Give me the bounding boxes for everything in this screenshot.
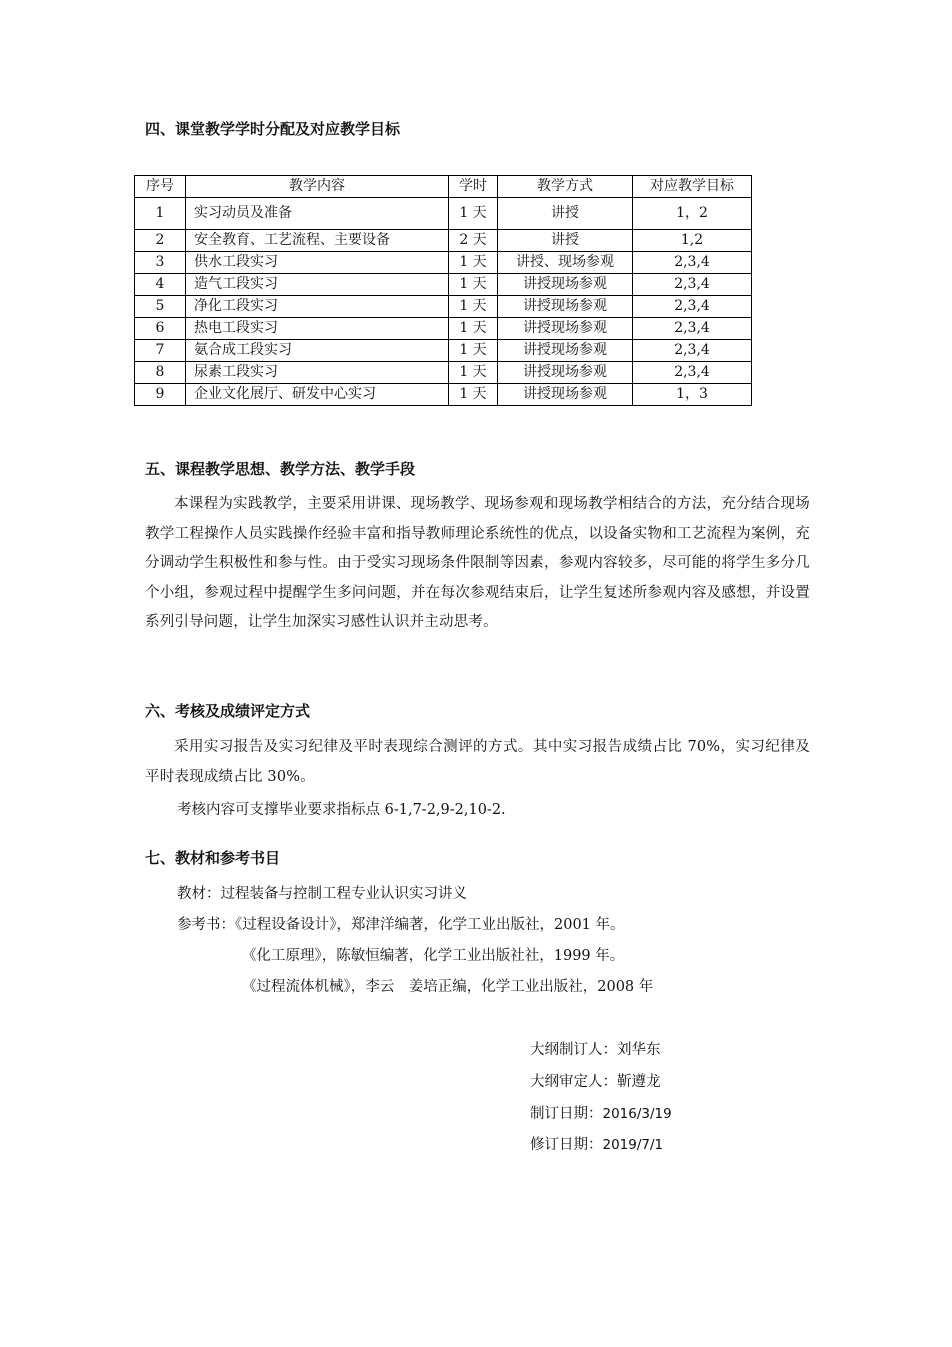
cell-hours: 1 天 (449, 362, 498, 384)
reference-line-3: 《过程流体机械》，李云 姜培正编，化学工业出版社，2008 年 (242, 979, 654, 995)
cell-method: 讲授现场参观 (498, 318, 633, 340)
drafter-name: 刘华东 (617, 1042, 661, 1058)
cell-hours: 1 天 (449, 340, 498, 362)
table-row (135, 296, 752, 318)
signature-date (530, 1104, 672, 1124)
cell-method: 讲授 (498, 198, 633, 230)
signature-revised (530, 1135, 663, 1155)
header-no: 序号 (135, 176, 186, 198)
cell-content: 安全教育、工艺流程、主要设备 (186, 230, 449, 252)
cell-goal: 2,3,4 (633, 318, 752, 340)
date-label: 制订日期： (530, 1106, 603, 1122)
cell-hours: 1 天 (449, 198, 498, 230)
table-row (135, 230, 752, 252)
cell-hours: 2 天 (449, 230, 498, 252)
section-6-indicators: 考核内容可支撑毕业要求指标点 6-1,7-2,9-2,10-2. (177, 802, 506, 818)
signature-reviewer (530, 1072, 661, 1092)
cell-no: 5 (135, 296, 186, 318)
cell-hours: 1 天 (449, 318, 498, 340)
cell-content: 热电工段实习 (186, 318, 449, 340)
reviewer-label: 大纲审定人： (530, 1074, 617, 1090)
table-row (135, 198, 752, 230)
cell-goal: 1，3 (633, 384, 752, 406)
reference-line-1: 参考书：《过程设备设计》，郑津洋编著，化学工业出版社，2001 年。 (177, 917, 625, 933)
table-row (135, 274, 752, 296)
header-goal: 对应教学目标 (633, 176, 752, 198)
table-row (135, 384, 752, 406)
table-row (135, 252, 752, 274)
cell-goal: 2,3,4 (633, 274, 752, 296)
revised-value: 2019/7/1 (602, 1137, 664, 1153)
table-header-row (135, 176, 752, 198)
drafter-label: 大纲制订人： (530, 1042, 617, 1058)
section-4-title: 四、课堂教学学时分配及对应教学目标 (145, 120, 401, 138)
cell-hours: 1 天 (449, 274, 498, 296)
cell-hours: 1 天 (449, 252, 498, 274)
section-6-title: 六、考核及成绩评定方式 (145, 702, 311, 720)
cell-content: 实习动员及准备 (186, 198, 449, 230)
section-6-paragraph: 采用实习报告及实习纪律及平时表现综合测评的方式。其中实习报告成绩占比 70%，实习纪律及平时表现成绩占比 30%。 (145, 739, 810, 785)
cell-content: 尿素工段实习 (186, 362, 449, 384)
header-hours: 学时 (449, 176, 498, 198)
cell-no: 9 (135, 384, 186, 406)
cell-method: 讲授、现场参观 (498, 252, 633, 274)
cell-content: 供水工段实习 (186, 252, 449, 274)
cell-goal: 1，2 (633, 198, 752, 230)
cell-method: 讲授 (498, 230, 633, 252)
section-7-title: 七、教材和参考书目 (145, 849, 281, 867)
reviewer-name: 靳遵龙 (617, 1074, 661, 1090)
cell-goal: 2,3,4 (633, 252, 752, 274)
cell-no: 7 (135, 340, 186, 362)
cell-no: 2 (135, 230, 186, 252)
cell-method: 讲授现场参观 (498, 296, 633, 318)
header-content: 教学内容 (186, 176, 449, 198)
schedule-table (134, 175, 752, 406)
cell-method: 讲授现场参观 (498, 362, 633, 384)
cell-hours: 1 天 (449, 296, 498, 318)
cell-goal: 2,3,4 (633, 340, 752, 362)
cell-goal: 2,3,4 (633, 362, 752, 384)
cell-no: 8 (135, 362, 186, 384)
table-row (135, 318, 752, 340)
cell-method: 讲授现场参观 (498, 274, 633, 296)
signature-drafter (530, 1040, 661, 1060)
section-5-title: 五、课程教学思想、教学方法、教学手段 (145, 460, 416, 478)
cell-no: 6 (135, 318, 186, 340)
cell-no: 4 (135, 274, 186, 296)
section-5-paragraph: 本课程为实践教学，主要采用讲课、现场教学、现场参观和现场教学相结合的方法，充分结合现场教学工程操作人员实践操作经验丰富和指导教师理论系统性的优点，以设备实物和工艺流程为案例，充分调动学生积极性和参与性。由于受实习现场条件限制等因素，参观内容较多，尽可能的将学生多分几个小组，参观过程中提醒学生多问问题，并在每次参观结束后，让学生复述所参观内容及感想，并设置系列引导问题，让学生加深实习感性认识并主动思考。 (145, 496, 810, 630)
header-method: 教学方式 (498, 176, 633, 198)
cell-method: 讲授现场参观 (498, 340, 633, 362)
reference-line-2: 《化工原理》，陈敏恒编著，化学工业出版社社，1999 年。 (242, 948, 625, 964)
textbook-line: 教材：过程装备与控制工程专业认识实习讲义 (177, 886, 467, 902)
cell-goal: 2,3,4 (633, 296, 752, 318)
cell-method: 讲授现场参观 (498, 384, 633, 406)
cell-goal: 1,2 (633, 230, 752, 252)
cell-hours: 1 天 (449, 384, 498, 406)
cell-content: 造气工段实习 (186, 274, 449, 296)
cell-no: 3 (135, 252, 186, 274)
cell-content: 氨合成工段实习 (186, 340, 449, 362)
cell-content: 企业文化展厅、研发中心实习 (186, 384, 449, 406)
table-row (135, 362, 752, 384)
date-value: 2016/3/19 (602, 1106, 672, 1122)
cell-content: 净化工段实习 (186, 296, 449, 318)
revised-label: 修订日期： (530, 1137, 603, 1153)
table-row (135, 340, 752, 362)
cell-no: 1 (135, 198, 186, 230)
